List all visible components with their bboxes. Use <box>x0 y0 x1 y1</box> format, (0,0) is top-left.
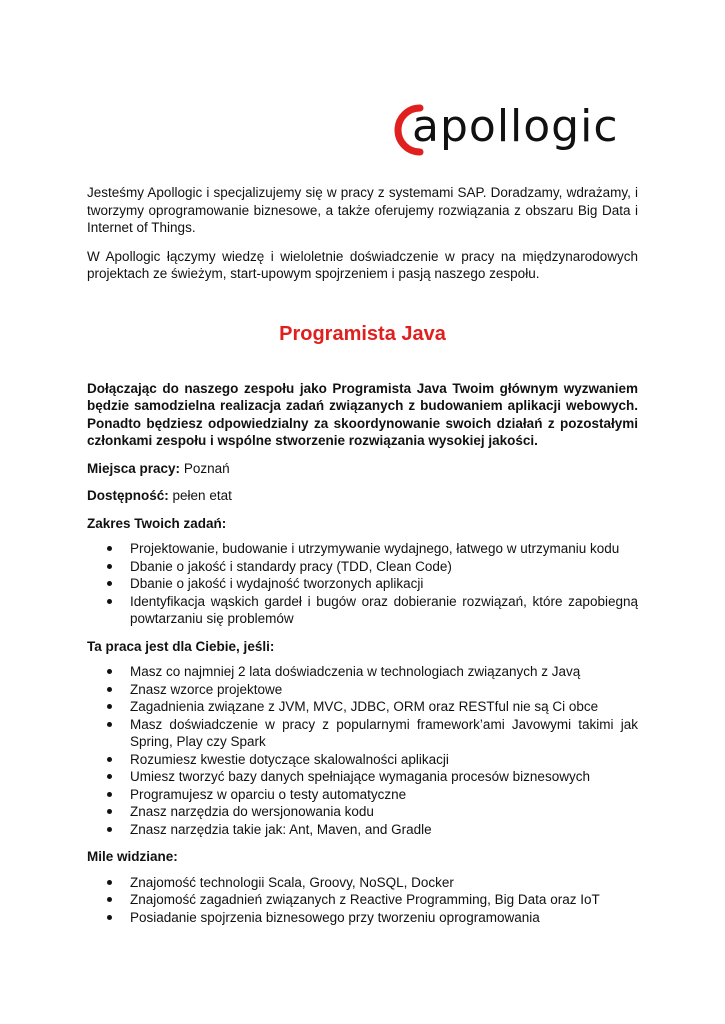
availability-value: pełen etat <box>172 488 232 503</box>
requirements-heading: Ta praca jest dla Ciebie, jeśli: <box>87 638 275 654</box>
bullet-icon <box>107 722 112 727</box>
job-title: Programista Java <box>279 322 446 345</box>
bullet-icon <box>107 757 112 762</box>
bullet-icon <box>107 915 112 920</box>
requirements-list <box>87 663 638 838</box>
list-item: Posiadanie spojrzenia biznesowego przy tworzeniu oprogramowania <box>87 909 638 927</box>
bullet-icon <box>107 704 112 709</box>
list-item: Masz co najmniej 2 lata doświadczenia w technologiach związanych z Javą <box>87 663 638 681</box>
bullet-icon <box>107 546 112 551</box>
list-item: Rozumiesz kwestie dotyczące skalowalności aplikacji <box>87 751 638 769</box>
list-item: Umiesz tworzyć bazy danych spełniające wymagania procesów biznesowych <box>87 768 638 786</box>
intro-section <box>87 184 638 283</box>
bullet-icon <box>107 827 112 832</box>
intro-paragraph: W Apollogic łączymy wiedzę i wieloletnie doświadczenie w pracy na międzynarodowych projektach ze świeżym, start-upowym spojrzeniem i pasją naszego zespołu. <box>87 248 638 281</box>
list-item: Dbanie o jakość i standardy pracy (TDD, Clean Code) <box>87 558 638 576</box>
nice-to-have-heading: Mile widziane: <box>87 849 178 864</box>
bullet-icon <box>107 599 112 604</box>
availability-label: Dostępność: <box>87 488 169 503</box>
nice-to-have-list <box>87 874 638 927</box>
bullet-icon <box>107 564 112 569</box>
bullet-icon <box>107 809 112 814</box>
list-item: Znasz narzędzia do wersjonowania kodu <box>87 803 638 821</box>
job-lead-paragraph: Dołączając do naszego zespołu jako Programista Java Twoim głównym wyzwaniem będzie samodzielna realizacja zadań związanych z budowaniem aplikacji webowych. Ponadto będziesz odpowiedzialny za skoordynowanie swoich działań z pozostałymi członkami zespołu i wspólne stworzenie rozwiązania wysokiej jakości. <box>87 380 638 448</box>
bullet-icon <box>107 880 112 885</box>
list-item: Masz doświadczenie w pracy z popularnymi framework’ami Javowymi takimi jak Spring, Play czy Spark <box>87 716 638 751</box>
list-item: Identyfikacja wąskich gardeł i bugów oraz dobieranie rozwiązań, które zapobiegną powtarzaniu się problemów <box>87 593 638 628</box>
list-item: Znasz narzędzia takie jak: Ant, Maven, and Gradle <box>87 821 638 839</box>
bullet-icon <box>107 581 112 586</box>
list-item: Programujesz w oparciu o testy automatyczne <box>87 786 638 804</box>
list-item: Znajomość technologii Scala, Groovy, NoSQL, Docker <box>87 874 638 892</box>
list-item: Zagadnienia związane z JVM, MVC, JDBC, ORM oraz RESTful nie są Ci obce <box>87 698 638 716</box>
logo-wordmark: apollogic <box>412 101 619 152</box>
bullet-icon <box>107 792 112 797</box>
bullet-icon <box>107 774 112 779</box>
bullet-icon <box>107 687 112 692</box>
list-item: Znajomość zagadnień związanych z Reactive Programming, Big Data oraz IoT <box>87 891 638 909</box>
apollogic-logo <box>388 100 638 160</box>
duties-list <box>87 540 638 628</box>
availability-field <box>87 487 638 505</box>
intro-paragraph: Jesteśmy Apollogic i specjalizujemy się w pracy z systemami SAP. Doradzamy, wdrażamy, i tworzymy oprogramowanie biznesowe, a także oferujemy rozwiązania z obszaru Big Data i Internet of Things. <box>87 185 638 235</box>
list-item: Dbanie o jakość i wydajność tworzonych aplikacji <box>87 575 638 593</box>
bullet-icon <box>107 669 112 674</box>
bullet-icon <box>107 897 112 902</box>
list-item: Znasz wzorce projektowe <box>87 681 638 699</box>
document-body <box>87 184 638 936</box>
location-field <box>87 460 638 478</box>
location-label: Miejsca pracy: <box>87 460 181 476</box>
duties-heading: Zakres Twoich zadań: <box>87 515 227 531</box>
location-value: Poznań <box>183 460 230 476</box>
list-item: Projektowanie, budowanie i utrzymywanie wydajnego, łatwego w utrzymaniu kodu <box>87 540 638 558</box>
